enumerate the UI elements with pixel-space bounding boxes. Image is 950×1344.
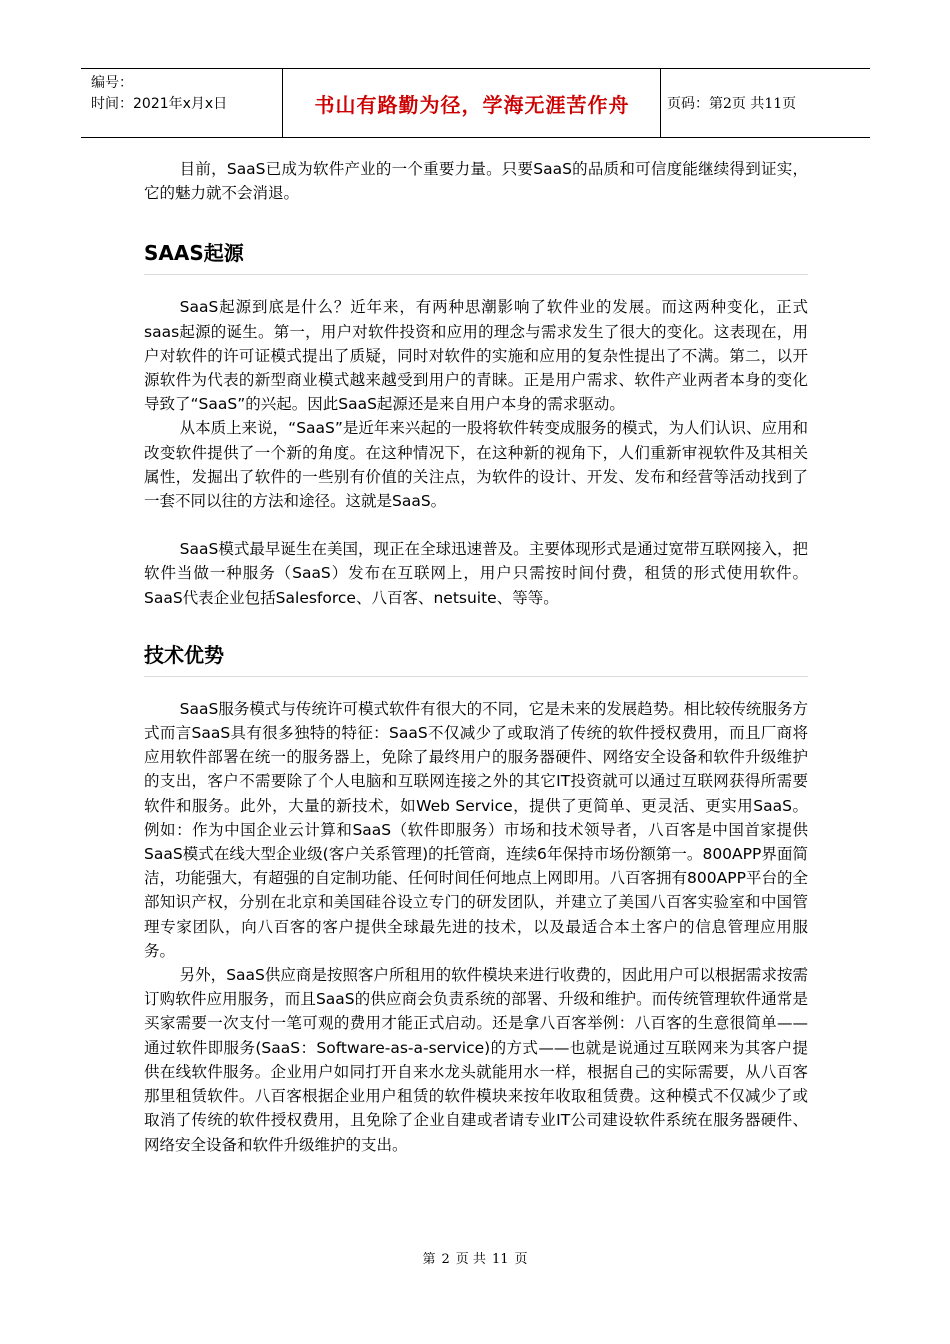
origin-paragraph-1: SaaS起源到底是什么？近年来，有两种思潮影响了软件业的发展。而这两种变化，正式saas起源的诞生。第一，用户对软件投资和应用的理念与需求发生了很大的变化。这表现在，用户对软件的许可证模式提出了质疑，同时对软件的实施和应用的复杂性提出了不满。第二，以开源软件为代表的新型商业模式越来越受到用户的青睐。正是用户需求、软件产业两者本身的变化导致了“SaaS”的兴起。因此SaaS起源还是来自用户本身的需求驱动。 (144, 298, 808, 414)
footer-page-mid: 页 共 (455, 1252, 486, 1267)
footer-page-total: 11 (491, 1252, 509, 1267)
header-page-info: 页码：第2页 共11页 (667, 96, 797, 112)
page-header (81, 68, 870, 138)
page-footer (0, 1248, 950, 1267)
footer-page-current: 2 (441, 1252, 450, 1267)
footer-page-suffix: 页 (514, 1252, 528, 1267)
header-divider (660, 69, 661, 137)
document-date-label: 时间：2021年x月x日 (91, 96, 228, 112)
advantage-paragraph-1: SaaS服务模式与传统许可模式软件有很大的不同，它是未来的发展趋势。相比较传统服务方式而言SaaS具有很多独特的特征：SaaS不仅减少了或取消了传统的软件授权费用，而且厂商将应用软件部署在统一的服务器上，免除了最终用户的服务器硬件、网络安全设备和软件升级维护的支出，客户不需要除了个人电脑和互联网连接之外的其它IT投资就可以通过互联网获得所需要软件和服务。此外，大量的新技术，如Web Service，提供了更简单、更灵活、更实用SaaS。 例如：作为中国企业云计算和SaaS（软件即服务）市场和技术领导者，八百客是中国首家提供SaaS模式在线大型企业级(客户关系管理)的托管商，连续6年保持市场份额第一。800APP界面简洁，功能强大，有超强的自定制功能、任何时间任何地点上网即用。八百客拥有800APP平台的全部知识产权，分别在北京和美国硅谷设立专门的研发团队，并建立了美国八百客实验室和中国管理专家团队，向八百客的客户提供全球最先进的技术，以及最适合本土客户的信息管理应用服务。 (144, 699, 808, 960)
header-motto: 书山有路勤为径，学海无涯苦作舟 (314, 92, 630, 117)
document-number-label: 编号： (91, 75, 133, 91)
section-title-advantage: 技术优势 (144, 640, 808, 677)
origin-paragraph-3: SaaS模式最早诞生在美国，现正在全球迅速普及。主要体现形式是通过宽带互联网接入，把软件当做一种服务（SaaS）发布在互联网上，用户只需按时间付费，租赁的形式使用软件。SaaS代表企业包括Salesforce、八百客、netsuite、等等。 (144, 540, 808, 607)
advantage-paragraph-2: 另外，SaaS供应商是按照客户所租用的软件模块来进行收费的，因此用户可以根据需求按需订购软件应用服务，而且SaaS的供应商会负责系统的部署、升级和维护。而传统管理软件通常是买家需要一次支付一笔可观的费用才能正式启动。还是拿八百客举例：八百客的生意很简单——通过软件即服务(SaaS：Software-as-a-service)的方式——也就是说通过互联网来为其客户提供在线软件服务。企业用户如同打开自来水龙头就能用水一样，根据自己的实际需要，从八百客那里租赁软件。八百客根据企业用户租赁的软件模块来按年收取租赁费。这种模式不仅减少了或取消了传统的软件授权费用，且免除了企业自建或者请专业IT公司建设软件系统在服务器硬件、网络安全设备和软件升级维护的支出。 (144, 966, 808, 1154)
section-title-origin: SAAS起源 (144, 238, 808, 275)
intro-paragraph: 目前，SaaS已成为软件产业的一个重要力量。只要SaaS的品质和可信度能继续得到证实，它的魅力就不会消退。 (144, 160, 808, 203)
header-meta (91, 73, 227, 115)
footer-page-prefix: 第 (422, 1252, 436, 1267)
origin-paragraph-2: 从本质上来说，“SaaS”是近年来兴起的一股将软件转变成服务的模式，为人们认识、应用和改变软件提供了一个新的角度。在这种情况下，在这种新的视角下，人们重新审视软件及其相关属性，发掘出了软件的一些别有价值的关注点，为软件的设计、开发、发布和经营等活动找到了一套不同以往的方法和途径。这就是SaaS。 (144, 419, 808, 511)
document-body (144, 157, 808, 1157)
